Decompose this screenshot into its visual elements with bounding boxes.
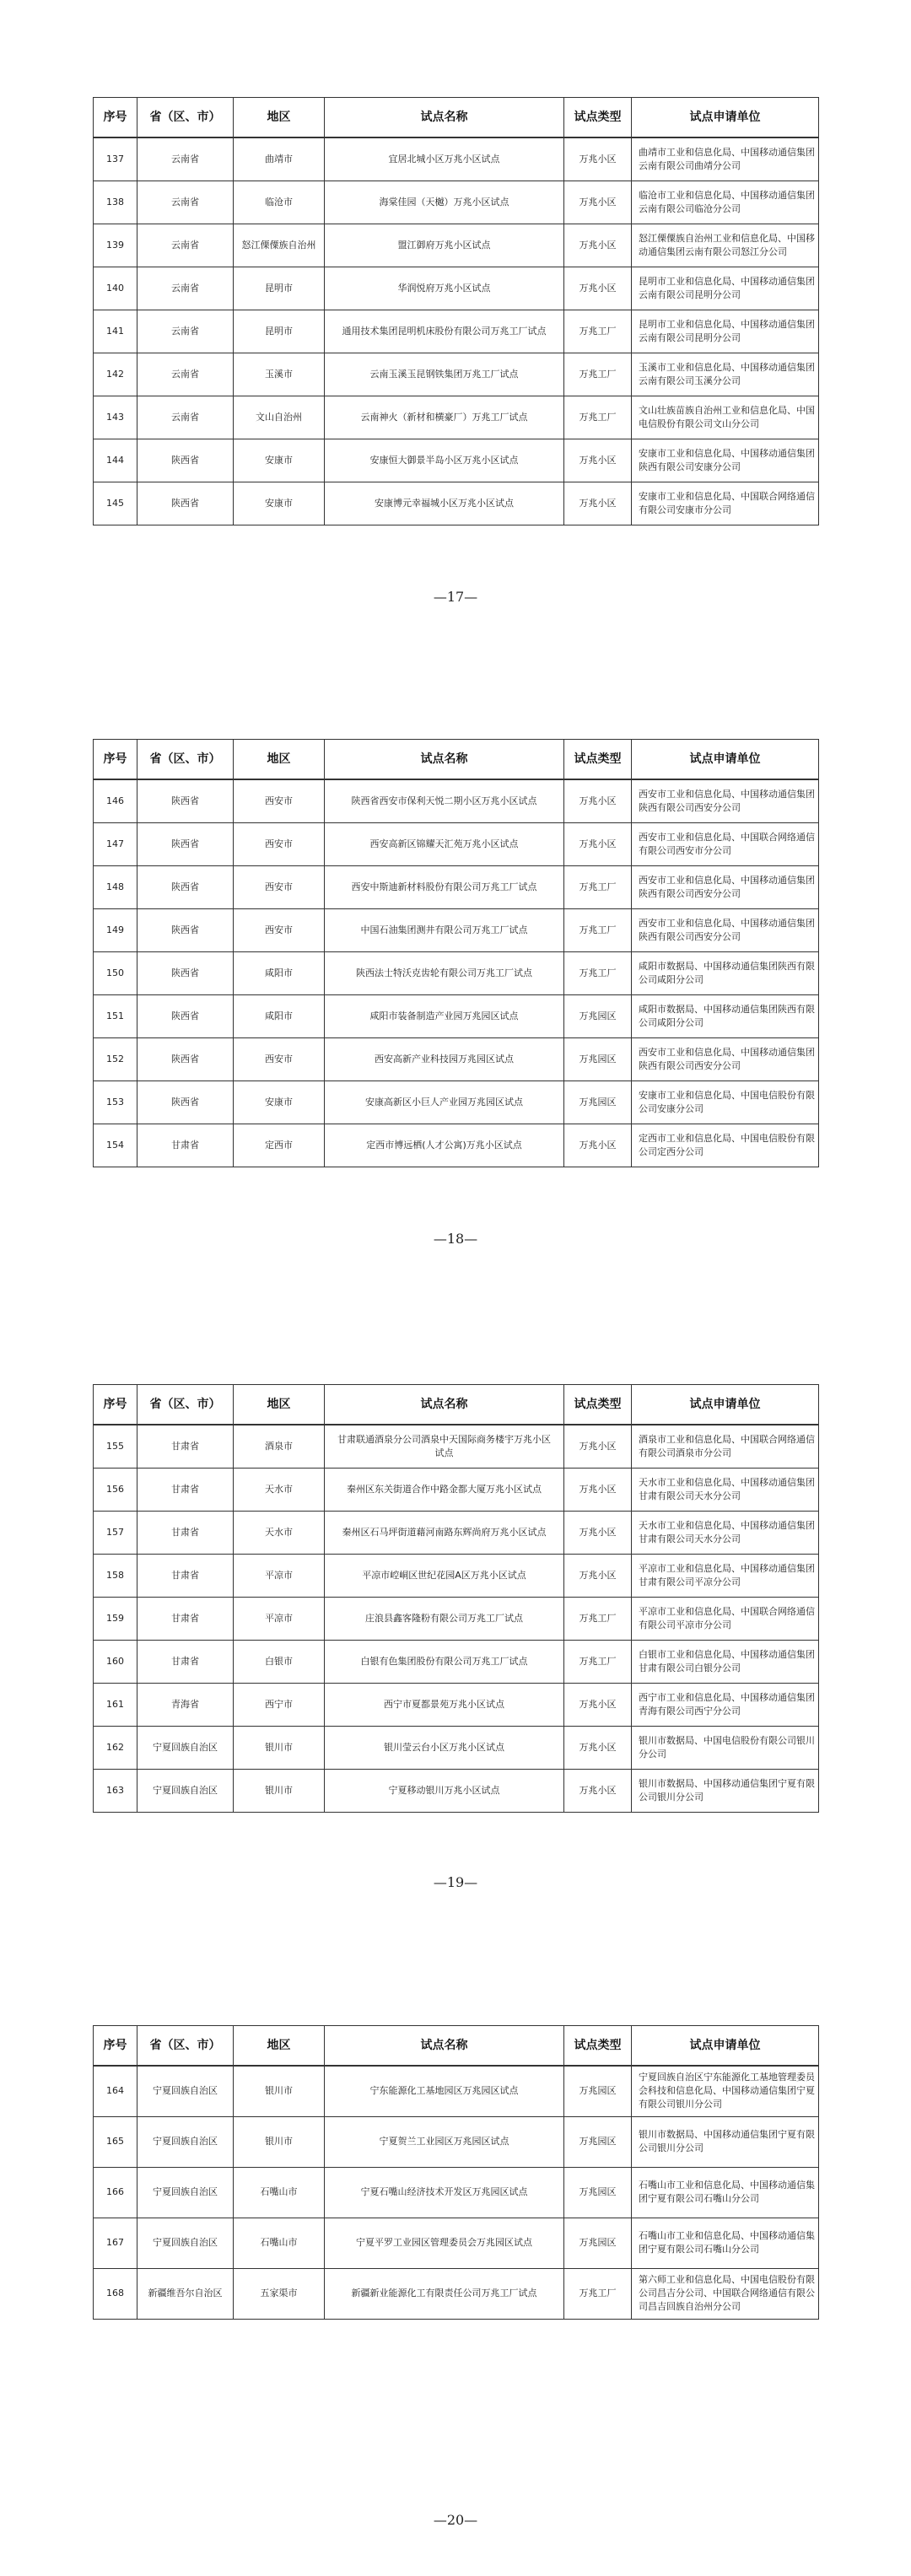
province-cell: 宁夏回族自治区 [137,1769,234,1812]
header-pilot-name: 试点名称 [325,740,564,780]
table-row [94,822,819,865]
pilot-name-cell: 宁夏移动银川万兆小区试点 [325,1769,564,1812]
serial-number-cell: 139 [94,224,137,267]
pilot-type-cell: 万兆小区 [564,1683,632,1726]
applicant-unit-cell: 宁夏回族自治区宁东能源化工基地管理委员会科技和信息化局、中国移动通信集团宁夏有限公司银川分公司 [632,2066,819,2116]
header-serial-number: 序号 [94,740,137,780]
region-cell: 银川市 [234,1726,325,1769]
pilot-name-cell: 秦州区石马坪街道藉河南路东辉尚府万兆小区试点 [325,1511,564,1554]
pilot-name-cell: 西安高新区锦耀天汇苑万兆小区试点 [325,822,564,865]
pilot-name-cell: 宁夏石嘴山经济技术开发区万兆园区试点 [325,2167,564,2218]
serial-number-cell: 150 [94,951,137,994]
pilot-type-cell: 万兆工厂 [564,353,632,396]
table-row [94,267,819,310]
province-cell: 云南省 [137,310,234,353]
region-cell: 西安市 [234,1037,325,1081]
region-cell: 天水市 [234,1468,325,1511]
region-cell: 玉溪市 [234,353,325,396]
pilot-type-cell: 万兆园区 [564,2066,632,2116]
applicant-unit-cell: 临沧市工业和信息化局、中国移动通信集团云南有限公司临沧分公司 [632,181,819,224]
serial-number-cell: 162 [94,1726,137,1769]
applicant-unit-cell: 安康市工业和信息化局、中国联合网络通信有限公司安康市分公司 [632,482,819,525]
region-cell: 西宁市 [234,1683,325,1726]
table-row [94,1468,819,1511]
header-pilot-name: 试点名称 [325,2026,564,2067]
region-cell: 石嘴山市 [234,2167,325,2218]
applicant-unit-cell: 天水市工业和信息化局、中国移动通信集团甘肃有限公司天水分公司 [632,1468,819,1511]
pilot-name-cell: 新疆新业能源化工有限责任公司万兆工厂试点 [325,2268,564,2319]
applicant-unit-cell: 昆明市工业和信息化局、中国移动通信集团云南有限公司昆明分公司 [632,267,819,310]
region-cell: 石嘴山市 [234,2218,325,2268]
pilot-name-cell: 通用技术集团昆明机床股份有限公司万兆工厂试点 [325,310,564,353]
page-number: —17— [433,589,478,605]
serial-number-cell: 152 [94,1037,137,1081]
serial-number-cell: 167 [94,2218,137,2268]
header-region: 地区 [234,1385,325,1425]
header-applicant-unit: 试点申请单位 [632,1385,819,1425]
region-cell: 西安市 [234,822,325,865]
pilot-name-cell: 西安中斯迪新材料股份有限公司万兆工厂试点 [325,865,564,908]
table-row [94,1597,819,1640]
region-cell: 安康市 [234,482,325,525]
serial-number-cell: 157 [94,1511,137,1554]
table-header-row [94,2026,819,2067]
applicant-unit-cell: 定西市工业和信息化局、中国电信股份有限公司定西分公司 [632,1124,819,1167]
header-province: 省（区、市） [137,1385,234,1425]
pilot-type-cell: 万兆工厂 [564,1640,632,1683]
trial-table [93,1384,819,1813]
province-cell: 新疆维吾尔自治区 [137,2268,234,2319]
table-row [94,1425,819,1468]
table-row [94,1124,819,1167]
region-cell: 西安市 [234,908,325,951]
province-cell: 陕西省 [137,865,234,908]
applicant-unit-cell: 石嘴山市工业和信息化局、中国移动通信集团宁夏有限公司石嘴山分公司 [632,2167,819,2218]
header-pilot-type: 试点类型 [564,2026,632,2067]
province-cell: 云南省 [137,353,234,396]
pilot-name-cell: 定西市博远栖(人才公寓)万兆小区试点 [325,1124,564,1167]
region-cell: 五家渠市 [234,2268,325,2319]
serial-number-cell: 141 [94,310,137,353]
pilot-type-cell: 万兆园区 [564,1037,632,1081]
pilot-name-cell: 白银有色集团股份有限公司万兆工厂试点 [325,1640,564,1683]
header-serial-number: 序号 [94,98,137,138]
header-region: 地区 [234,740,325,780]
pilot-name-cell: 陕西法士特沃克齿轮有限公司万兆工厂试点 [325,951,564,994]
table-header-row [94,98,819,138]
pilot-name-cell: 咸阳市装备制造产业园万兆园区试点 [325,994,564,1037]
region-cell: 白银市 [234,1640,325,1683]
region-cell: 文山自治州 [234,396,325,439]
province-cell: 甘肃省 [137,1597,234,1640]
region-cell: 临沧市 [234,181,325,224]
province-cell: 宁夏回族自治区 [137,2066,234,2116]
serial-number-cell: 137 [94,137,137,181]
header-region: 地区 [234,2026,325,2067]
applicant-unit-cell: 曲靖市工业和信息化局、中国移动通信集团云南有限公司曲靖分公司 [632,137,819,181]
serial-number-cell: 164 [94,2066,137,2116]
table-row [94,1081,819,1124]
province-cell: 陕西省 [137,908,234,951]
region-cell: 咸阳市 [234,951,325,994]
region-cell: 安康市 [234,1081,325,1124]
table-row [94,2218,819,2268]
pilot-name-cell: 平凉市崆峒区世纪花园A区万兆小区试点 [325,1554,564,1597]
applicant-unit-cell: 安康市工业和信息化局、中国移动通信集团陕西有限公司安康分公司 [632,439,819,482]
applicant-unit-cell: 平凉市工业和信息化局、中国联合网络通信有限公司平凉市分公司 [632,1597,819,1640]
applicant-unit-cell: 安康市工业和信息化局、中国电信股份有限公司安康分公司 [632,1081,819,1124]
pilot-type-cell: 万兆小区 [564,137,632,181]
province-cell: 宁夏回族自治区 [137,2218,234,2268]
pilot-type-cell: 万兆园区 [564,994,632,1037]
applicant-unit-cell: 怒江傈僳族自治州工业和信息化局、中国移动通信集团云南有限公司怒江分公司 [632,224,819,267]
province-cell: 甘肃省 [137,1511,234,1554]
pilot-name-cell: 宁夏贺兰工业园区万兆园区试点 [325,2116,564,2167]
header-applicant-unit: 试点申请单位 [632,2026,819,2067]
pilot-type-cell: 万兆小区 [564,1769,632,1812]
header-province: 省（区、市） [137,98,234,138]
applicant-unit-cell: 西安市工业和信息化局、中国联合网络通信有限公司西安市分公司 [632,822,819,865]
province-cell: 陕西省 [137,482,234,525]
header-applicant-unit: 试点申请单位 [632,740,819,780]
pilot-type-cell: 万兆园区 [564,2116,632,2167]
province-cell: 甘肃省 [137,1640,234,1683]
table-row [94,181,819,224]
province-cell: 陕西省 [137,1037,234,1081]
pilot-type-cell: 万兆小区 [564,224,632,267]
table-row [94,137,819,181]
province-cell: 青海省 [137,1683,234,1726]
pilot-type-cell: 万兆园区 [564,2218,632,2268]
pilot-type-cell: 万兆园区 [564,1081,632,1124]
region-cell: 银川市 [234,1769,325,1812]
serial-number-cell: 156 [94,1468,137,1511]
serial-number-cell: 161 [94,1683,137,1726]
serial-number-cell: 163 [94,1769,137,1812]
province-cell: 云南省 [137,267,234,310]
table-header-row [94,740,819,780]
serial-number-cell: 147 [94,822,137,865]
pilot-name-cell: 银川莹云台小区万兆小区试点 [325,1726,564,1769]
table-row [94,1640,819,1683]
province-cell: 甘肃省 [137,1425,234,1468]
table-row [94,224,819,267]
header-applicant-unit: 试点申请单位 [632,98,819,138]
header-province: 省（区、市） [137,2026,234,2067]
pilot-name-cell: 甘肃联通酒泉分公司酒泉中天国际商务楼宇万兆小区试点 [325,1425,564,1468]
table-row [94,1769,819,1812]
pilot-name-cell: 中国石油集团测井有限公司万兆工厂试点 [325,908,564,951]
pilot-name-cell: 宁夏平罗工业园区管理委员会万兆园区试点 [325,2218,564,2268]
header-pilot-name: 试点名称 [325,98,564,138]
pilot-name-cell: 陕西省西安市保利天悦二期小区万兆小区试点 [325,779,564,822]
table-row [94,1511,819,1554]
region-cell: 曲靖市 [234,137,325,181]
pilot-type-cell: 万兆小区 [564,1468,632,1511]
serial-number-cell: 151 [94,994,137,1037]
page-number: —20— [433,2512,478,2528]
table-row [94,2167,819,2218]
applicant-unit-cell: 玉溪市工业和信息化局、中国移动通信集团云南有限公司玉溪分公司 [632,353,819,396]
pilot-type-cell: 万兆小区 [564,1511,632,1554]
pilot-type-cell: 万兆工厂 [564,951,632,994]
applicant-unit-cell: 第六师工业和信息化局、中国电信股份有限公司昌吉分公司、中国联合网络通信有限公司昌吉回族自治州分公司 [632,2268,819,2319]
applicant-unit-cell: 银川市数据局、中国移动通信集团宁夏有限公司银川分公司 [632,2116,819,2167]
table-row [94,951,819,994]
province-cell: 云南省 [137,181,234,224]
region-cell: 西安市 [234,865,325,908]
province-cell: 甘肃省 [137,1124,234,1167]
serial-number-cell: 144 [94,439,137,482]
applicant-unit-cell: 文山壮族苗族自治州工业和信息化局、中国电信股份有限公司文山分公司 [632,396,819,439]
header-region: 地区 [234,98,325,138]
region-cell: 银川市 [234,2116,325,2167]
trial-table [93,739,819,1167]
table-row [94,439,819,482]
province-cell: 陕西省 [137,951,234,994]
pilot-name-cell: 西宁市夏都景苑万兆小区试点 [325,1683,564,1726]
serial-number-cell: 155 [94,1425,137,1468]
table-row [94,2116,819,2167]
province-cell: 宁夏回族自治区 [137,1726,234,1769]
pilot-name-cell: 盟江御府万兆小区试点 [325,224,564,267]
region-cell: 定西市 [234,1124,325,1167]
page-number: —19— [433,1874,478,1890]
applicant-unit-cell: 西安市工业和信息化局、中国移动通信集团陕西有限公司西安分公司 [632,908,819,951]
pilot-type-cell: 万兆工厂 [564,2268,632,2319]
pilot-type-cell: 万兆小区 [564,482,632,525]
header-pilot-type: 试点类型 [564,740,632,780]
table-row [94,1037,819,1081]
table-row [94,396,819,439]
pilot-type-cell: 万兆工厂 [564,396,632,439]
table-row [94,1726,819,1769]
serial-number-cell: 138 [94,181,137,224]
region-cell: 天水市 [234,1511,325,1554]
applicant-unit-cell: 石嘴山市工业和信息化局、中国移动通信集团宁夏有限公司石嘴山分公司 [632,2218,819,2268]
province-cell: 云南省 [137,396,234,439]
pilot-type-cell: 万兆工厂 [564,1597,632,1640]
applicant-unit-cell: 西安市工业和信息化局、中国移动通信集团陕西有限公司西安分公司 [632,1037,819,1081]
applicant-unit-cell: 银川市数据局、中国电信股份有限公司银川分公司 [632,1726,819,1769]
serial-number-cell: 165 [94,2116,137,2167]
pilot-type-cell: 万兆小区 [564,267,632,310]
province-cell: 陕西省 [137,994,234,1037]
pilot-type-cell: 万兆工厂 [564,908,632,951]
pilot-type-cell: 万兆工厂 [564,865,632,908]
region-cell: 昆明市 [234,310,325,353]
header-pilot-type: 试点类型 [564,1385,632,1425]
province-cell: 甘肃省 [137,1468,234,1511]
table-row [94,779,819,822]
serial-number-cell: 166 [94,2167,137,2218]
table-row [94,994,819,1037]
province-cell: 陕西省 [137,822,234,865]
region-cell: 酒泉市 [234,1425,325,1468]
pilot-name-cell: 庄浪县鑫客隆粉有限公司万兆工厂试点 [325,1597,564,1640]
header-province: 省（区、市） [137,740,234,780]
applicant-unit-cell: 酒泉市工业和信息化局、中国联合网络通信有限公司酒泉市分公司 [632,1425,819,1468]
region-cell: 银川市 [234,2066,325,2116]
applicant-unit-cell: 天水市工业和信息化局、中国移动通信集团甘肃有限公司天水分公司 [632,1511,819,1554]
applicant-unit-cell: 西宁市工业和信息化局、中国移动通信集团青海有限公司西宁分公司 [632,1683,819,1726]
applicant-unit-cell: 西安市工业和信息化局、中国移动通信集团陕西有限公司西安分公司 [632,779,819,822]
pilot-name-cell: 秦州区东关街道合作中路金都大厦万兆小区试点 [325,1468,564,1511]
table-row [94,310,819,353]
pilot-name-cell: 宜居北城小区万兆小区试点 [325,137,564,181]
region-cell: 西安市 [234,779,325,822]
serial-number-cell: 160 [94,1640,137,1683]
pilot-name-cell: 安康博元幸福城小区万兆小区试点 [325,482,564,525]
pilot-name-cell: 安康恒大御景半岛小区万兆小区试点 [325,439,564,482]
serial-number-cell: 168 [94,2268,137,2319]
pilot-type-cell: 万兆工厂 [564,310,632,353]
table-header-row [94,1385,819,1425]
region-cell: 怒江傈僳族自治州 [234,224,325,267]
region-cell: 平凉市 [234,1554,325,1597]
province-cell: 陕西省 [137,439,234,482]
pilot-type-cell: 万兆园区 [564,2167,632,2218]
pilot-name-cell: 宁东能源化工基地园区万兆园区试点 [325,2066,564,2116]
province-cell: 云南省 [137,137,234,181]
trial-table [93,97,819,525]
trial-table [93,2025,819,2320]
serial-number-cell: 146 [94,779,137,822]
applicant-unit-cell: 咸阳市数据局、中国移动通信集团陕西有限公司咸阳分公司 [632,994,819,1037]
applicant-unit-cell: 昆明市工业和信息化局、中国移动通信集团云南有限公司昆明分公司 [632,310,819,353]
region-cell: 安康市 [234,439,325,482]
serial-number-cell: 148 [94,865,137,908]
applicant-unit-cell: 平凉市工业和信息化局、中国移动通信集团甘肃有限公司平凉分公司 [632,1554,819,1597]
pilot-type-cell: 万兆小区 [564,779,632,822]
pilot-name-cell: 华润悦府万兆小区试点 [325,267,564,310]
applicant-unit-cell: 西安市工业和信息化局、中国移动通信集团陕西有限公司西安分公司 [632,865,819,908]
header-pilot-type: 试点类型 [564,98,632,138]
region-cell: 平凉市 [234,1597,325,1640]
table-row [94,1683,819,1726]
pilot-type-cell: 万兆小区 [564,1124,632,1167]
province-cell: 宁夏回族自治区 [137,2116,234,2167]
table-row [94,2268,819,2319]
table-row [94,353,819,396]
serial-number-cell: 158 [94,1554,137,1597]
pilot-type-cell: 万兆小区 [564,1554,632,1597]
pilot-type-cell: 万兆小区 [564,1425,632,1468]
pilot-name-cell: 西安高新产业科技园万兆园区试点 [325,1037,564,1081]
applicant-unit-cell: 白银市工业和信息化局、中国移动通信集团甘肃有限公司白银分公司 [632,1640,819,1683]
province-cell: 云南省 [137,224,234,267]
applicant-unit-cell: 咸阳市数据局、中国移动通信集团陕西有限公司咸阳分公司 [632,951,819,994]
region-cell: 昆明市 [234,267,325,310]
pilot-name-cell: 云南神火（新材和横豪厂）万兆工厂试点 [325,396,564,439]
region-cell: 咸阳市 [234,994,325,1037]
table-row [94,2066,819,2116]
province-cell: 宁夏回族自治区 [137,2167,234,2218]
page-number: —18— [433,1231,478,1247]
header-serial-number: 序号 [94,2026,137,2067]
table-row [94,1554,819,1597]
pilot-type-cell: 万兆小区 [564,822,632,865]
pilot-name-cell: 海棠佳园（天樾）万兆小区试点 [325,181,564,224]
serial-number-cell: 142 [94,353,137,396]
table-row [94,908,819,951]
header-serial-number: 序号 [94,1385,137,1425]
header-pilot-name: 试点名称 [325,1385,564,1425]
pilot-name-cell: 安康高新区小巨人产业园万兆园区试点 [325,1081,564,1124]
pilot-type-cell: 万兆小区 [564,1726,632,1769]
province-cell: 陕西省 [137,1081,234,1124]
serial-number-cell: 145 [94,482,137,525]
serial-number-cell: 140 [94,267,137,310]
applicant-unit-cell: 银川市数据局、中国移动通信集团宁夏有限公司银川分公司 [632,1769,819,1812]
pilot-type-cell: 万兆小区 [564,181,632,224]
serial-number-cell: 149 [94,908,137,951]
province-cell: 甘肃省 [137,1554,234,1597]
province-cell: 陕西省 [137,779,234,822]
serial-number-cell: 153 [94,1081,137,1124]
serial-number-cell: 154 [94,1124,137,1167]
serial-number-cell: 159 [94,1597,137,1640]
table-row [94,482,819,525]
pilot-type-cell: 万兆小区 [564,439,632,482]
table-row [94,865,819,908]
serial-number-cell: 143 [94,396,137,439]
pilot-name-cell: 云南玉溪玉昆钢铁集团万兆工厂试点 [325,353,564,396]
